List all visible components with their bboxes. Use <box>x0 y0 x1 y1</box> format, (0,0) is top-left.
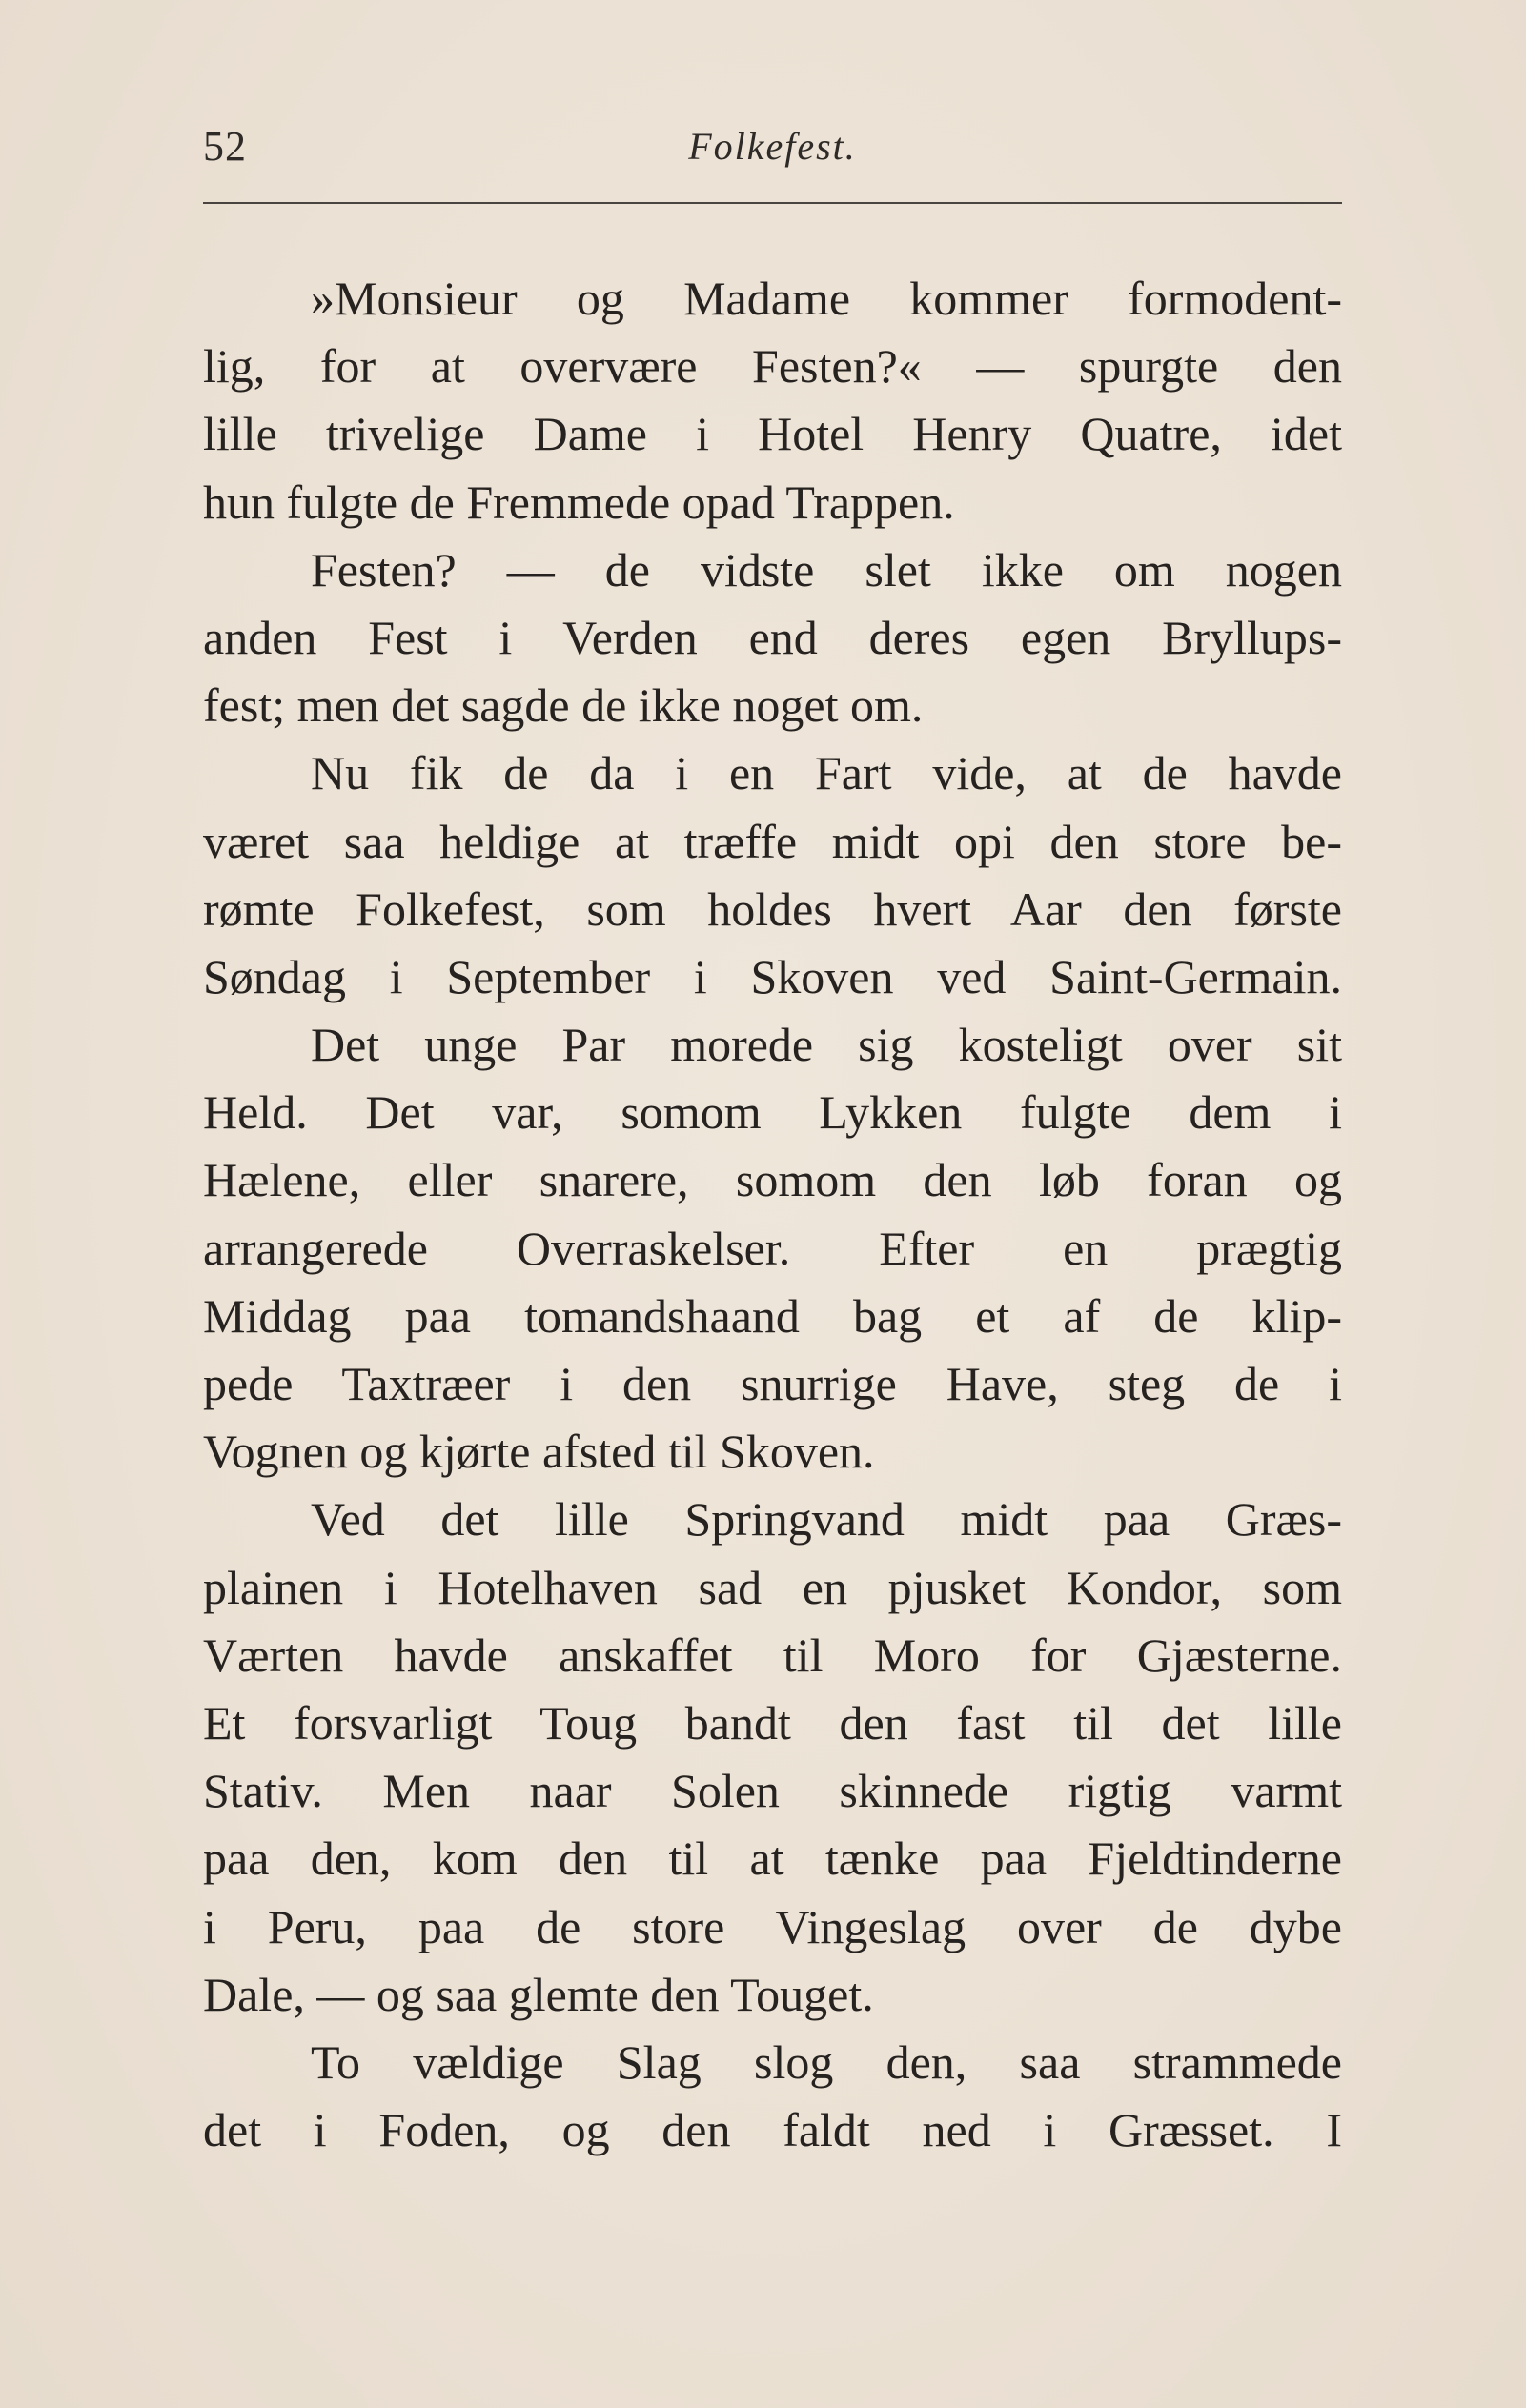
text-line: rømte Folkefest, som holdes hvert Aar den første <box>203 881 1342 936</box>
text-line: Dale, — og saa glemte den Touget. <box>203 1967 874 2021</box>
text-line: plainen i Hotelhaven sad en pjusket Kondor, som <box>203 1560 1342 1614</box>
text-line: pede Taxtræer i den snurrige Have, steg de i <box>203 1357 1342 1410</box>
body-text <box>203 265 1342 2164</box>
text-line: anden Fest i Verden end deres egen Bryllups- <box>203 610 1342 664</box>
text-line: Værten havde anskaffet til Moro for Gjæsterne. <box>203 1628 1342 1682</box>
text-line: Et forsvarligt Toug bandt den fast til det lille <box>203 1695 1342 1750</box>
text-line: arrangerede Overraskelser. Efter en prægtig <box>203 1221 1342 1275</box>
text-line: lig, for at overvære Festen?« — spurgte den <box>203 339 1342 394</box>
text-line: Hælene, eller snarere, somom den løb foran og <box>203 1153 1342 1207</box>
text-line: Festen? — de vidste slet ikke om nogen <box>311 542 1342 597</box>
text-line: fest; men det sagde de ikke noget om. <box>203 678 924 733</box>
page-number: 52 <box>203 123 247 170</box>
text-line: To vældige Slag slog den, saa strammede <box>311 2034 1342 2089</box>
text-line: i Peru, paa de store Vingeslag over de dybe <box>203 1899 1342 1953</box>
text-line: »Monsieur og Madame kommer formodent- <box>311 272 1342 325</box>
text-line: Middag paa tomandshaand bag et af de klip- <box>203 1288 1342 1343</box>
text-line: Nu fik de da i en Fart vide, at de havde <box>311 746 1342 800</box>
text-line: Det unge Par morede sig kosteligt over sit <box>311 1018 1342 1072</box>
text-line: været saa heldige at træffe midt opi den store be- <box>203 814 1342 868</box>
text-line: Ved det lille Springvand midt paa Græs- <box>311 1492 1342 1547</box>
text-line: hun fulgte de Fremmede opad Trappen. <box>203 475 955 529</box>
running-head <box>203 122 1342 179</box>
text-line: Stativ. Men naar Solen skinnede rigtig varmt <box>203 1764 1342 1818</box>
text-line: Held. Det var, somom Lykken fulgte dem i <box>203 1085 1342 1140</box>
running-title: Folkefest. <box>688 125 857 168</box>
header-rule <box>203 202 1342 204</box>
text-line: Vognen og kjørte afsted til Skoven. <box>203 1425 875 1479</box>
text-line: paa den, kom den til at tænke paa Fjeldtinderne <box>203 1831 1342 1886</box>
text-line: det i Foden, og den faldt ned i Græsset. I <box>203 2103 1342 2157</box>
text-line: lille trivelige Dame i Hotel Henry Quatre, idet <box>203 407 1342 461</box>
text-line: Søndag i September i Skoven ved Saint-Germain. <box>203 949 1342 1003</box>
